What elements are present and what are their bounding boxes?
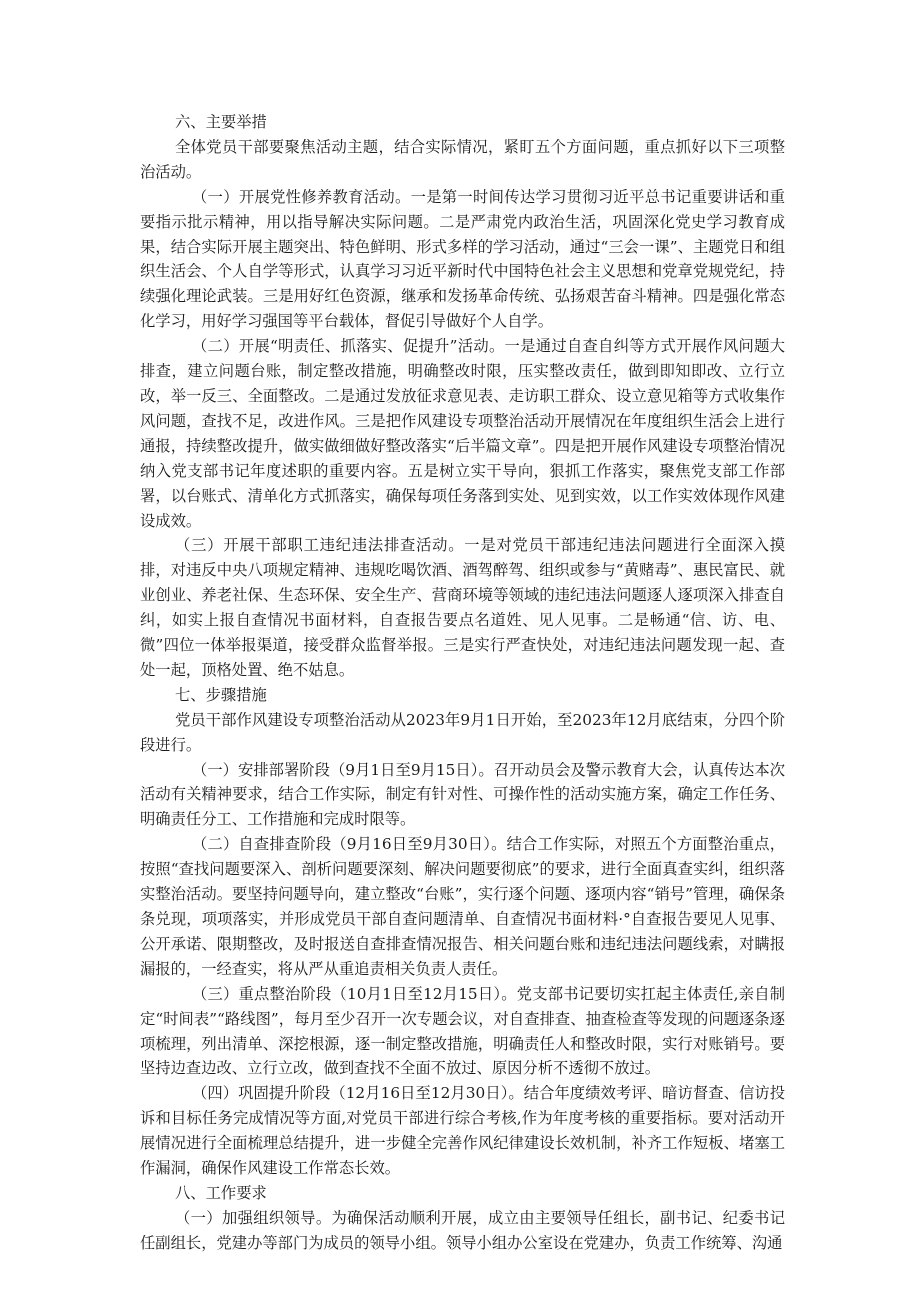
section-heading: 七、步骤措施 bbox=[175, 685, 267, 704]
section-heading: 八、工作要求 bbox=[175, 1183, 267, 1202]
document-body bbox=[140, 110, 785, 1256]
paragraph: 党员干部作风建设专项整治活动从2023年9月1日开始，至2023年12月底结束，分四个阶段进行。 bbox=[140, 710, 785, 754]
section-heading: 六、主要举措 bbox=[175, 113, 267, 131]
paragraph: 全体党员干部要聚焦活动主题，结合实际情况，紧盯五个方面问题，重点抓好以下三项整治活动。 bbox=[140, 137, 785, 181]
paragraph: （三）重点整治阶段（10月1日至12月15日）。党支部书记要切实扛起主体责任,亲自制定“时间表”“路线图”，每月至少召开一次专题会议，对自查排查、抽查检查等发现的问题逐条逐项梳理，列出清单、深挖根源，逐一制定整改措施，明确责任人和整改时限，实行对账销号。要坚持边查边改、立行立改，做到查找不全面不放过、原因分析不透彻不放过。 bbox=[140, 984, 785, 1078]
paragraph: （三）开展干部职工违纪违法排查活动。一是对党员干部违纪违法问题进行全面深入摸排，对违反中央八项规定精神、违规吃喝饮酒、酒驾醉驾、组织或参与“黄赌毒”、惠民富民、就业创业、养老社保、生态环保、安全生产、营商环境等领域的违纪违法问题逐人逐项深入排查自纠，如实上报自查情况书面材料，自查报告要点名道姓、见人见事。二是畅通“信、访、电、微”四位一体举报渠道，接受群众监督举报。三是实行严查快处，对违纪违法问题发现一起、查处一起，顶格处置、绝不姑息。 bbox=[140, 536, 785, 679]
paragraph: （二）自查排查阶段（9月16日至9月30日）。结合工作实际，对照五个方面整治重点，按照“查找问题要深入、剖析问题要深刻、解决问题要彻底”的要求，进行全面真查实纠，组织落实整治活动。要坚持问题导向，建立整改“台账”，实行逐个问题、逐项内容“销号”管理，确保条条兑现，项项落实，并形成党员干部自查问题清单、自查情况书面材料·°自查报告要见人见事、公开承诺、限期整改，及时报送自查排查情况报告、相关问题台账和违纪违法问题线索，对瞒报漏报的，一经查实，将从严从重追责相关负责人责任。 bbox=[140, 835, 785, 978]
paragraph: （一）安排部署阶段（9月1日至9月15日）。召开动员会及警示教育大会，认真传达本次活动有关精神要求，结合工作实际，制定有针对性、可操作性的活动实施方案，确定工作任务、明确责任分工、工作措施和完成时限等。 bbox=[140, 760, 785, 829]
paragraph: （一）开展党性修养教育活动。一是第一时间传达学习贯彻习近平总书记重要讲话和重要指示批示精神，用以指导解决实际问题。二是严肃党内政治生活，巩固深化党史学习教育成果，结合实际开展主题突出、特色鲜明、形式多样的学习活动，通过“三会一课”、主题党日和组织生活会、个人自学等形式，认真学习习近平新时代中国特色社会主义思想和党章党规党纪，持续强化理论武装。三是用好红色资源，继承和发扬革命传统、弘扬艰苦奋斗精神。四是强化常态化学习，用好学习强国等平台载体，督促引导做好个人自学。 bbox=[140, 187, 785, 331]
paragraph: （二）开展“明责任、抓落实、促提升”活动。一是通过自查自纠等方式开展作风问题大排查，建立问题台账，制定整改措施，明确整改时限，压实整改责任，做到即知即改、立行立改，举一反三、全面整改。二是通过发放征求意见表、走访职工群众、设立意见箱等方式收集作风问题，查找不足，改进作风。三是把作风建设专项整治活动开展情况在年度组织生活会上进行通报，持续整改提升，做实做细做好整改落实“后半篇文章”。四是把开展作风建设专项整治情况纳入党支部书记年度述职的重要内容。五是树立实干导向，狠抓工作落实，聚焦党支部工作部署，以台账式、清单化方式抓落实，确保每项任务落到实处、见到实效，以工作实效体现作风建设成效。 bbox=[140, 337, 785, 530]
paragraph: （一）加强组织领导。为确保活动顺利开展，成立由主要领导任组长，副书记、纪委书记任副组长，党建办等部门为成员的领导小组。领导小组办公室设在党建办，负责工作统筹、沟通 bbox=[140, 1208, 785, 1252]
paragraph: （四）巩固提升阶段（12月16日至12月30日）。结合年度绩效考评、暗访督查、信访投诉和目标任务完成情况等方面,对党员干部进行综合考核,作为年度考核的重要指标。要对活动开展情况进行全面梳理总结提升，进一步健全完善作风纪律建设长效机制，补齐工作短板、堵塞工作漏洞，确保作风建设工作常态长效。 bbox=[140, 1084, 785, 1178]
